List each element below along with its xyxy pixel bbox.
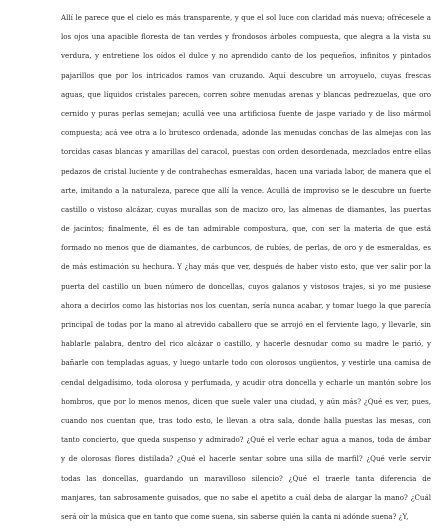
text-line: hombros, que por lo menos menos, dicen que suele valer una ciudad, y aún más? ¿Qué es ver, pues, [61, 396, 431, 406]
text-line: formado no menos que de diamantes, de carbuncos, de rubíes, de perlas, de oro y de esmeraldas, es [61, 243, 431, 253]
text-line: tanto concierto, que queda suspenso y admirado? ¿Qué el verle echar agua a manos, toda de ámbar [61, 435, 431, 445]
text-line: castillo o vistoso alcázar, cuyas murallas son de macizo oro, las almenas de diamantes, las puertas [61, 204, 431, 214]
text-line: Allí le parece que el cielo es más transparente, y que el sol luce con claridad más nueva; ofrécesele a [61, 13, 431, 22]
text-line: todas las doncellas, guardando un maravilloso silencio? ¿Qué el traerle tanta diferencia de [61, 473, 431, 483]
text-line: pajarillos que por los intricados ramos van cruzando. Aquí descubre un arroyuelo, cuyas frescas [61, 70, 431, 80]
text-line: cernido y puras perlas semejan; acullá vee una artificiosa fuente de jaspe variado y de liso mármol [61, 108, 431, 118]
text-line: de más estimación su hechura. Y ¿hay más que ver, después de haber visto esto, que ver salir por la [61, 262, 431, 272]
text-line: los ojos una apacible floresta de tan verdes y frondosos árboles compuesta, que alegra a la vista su [61, 32, 431, 42]
text-line: será oír la música que en tanto que come suena, sin saberse quién la canta ni adónde suena? ¿Y, [61, 511, 409, 521]
text-line: manjares, tan sabrosamente guisados, que no sabe el apetito a cuál deba de alargar la mano? ¿Cuál [61, 492, 431, 502]
text-line: pedazos de cristal luciente y de contrahechas esmeraldas, hacen una variada labor, de manera que el [61, 166, 431, 176]
text-line: ahora a decirlos como las historias nos los cuentan, sería nunca acabar, y tomar luego la que parecía [61, 300, 431, 310]
text-line: de jacintos; finalmente, él es de tan admirable compostura, que, con ser la materia de que está [61, 224, 431, 234]
document-page [61, 13, 431, 531]
text-line: hablarle palabra, dentro del rico alcázar o castillo, y hacerle desnudar como su madre le parió, y [61, 339, 431, 349]
text-line: torcidas casas blancas y amarillas del caracol, puestas con orden desordenada, mezclados entre ellas [61, 147, 431, 157]
text-line: cuando nos cuentan que, tras todo esto, le llevan a otra sala, donde halla puestas las mesas, con [61, 415, 431, 425]
text-line: bañarle con templadas aguas, y luego untarle todo con olorosos ungüentos, y vestirle una camisa de [61, 358, 431, 368]
text-line: puerta del castillo un buen número de doncellas, cuyos galanos y vistosos trajes, si yo me pusiese [61, 281, 431, 291]
text-line: arte, imitando a la naturaleza, parece que allí la vence. Acullá de improviso se le descubre un fuerte [61, 185, 431, 195]
text-line: aguas, que líquidos cristales parecen, corren sobre menudas arenas y blancas pedrezuelas, que oro [61, 89, 431, 99]
text-line: principal de todas por la mano al atrevido caballero que se arrojó en el ferviente lago, y llevarle, sin [61, 320, 431, 329]
text-line: verdura, y entretiene los oídos el dulce y no aprendido canto de los pequeños, infinitos y pintados [61, 51, 431, 61]
text-line: compuesta; acá vee otra a lo brutesco ordenada, adonde las menudas conchas de las almejas con las [61, 128, 431, 138]
text-line: cendal delgadísimo, toda olorosa y perfumada, y acudir otra doncella y echarle un mantón sobre los [61, 377, 431, 387]
text-line: y de olorosas flores distilada? ¿Qué el hacerle sentar sobre una silla de marfil? ¿Qué verle servir [61, 454, 431, 464]
body-paragraph [61, 13, 431, 531]
